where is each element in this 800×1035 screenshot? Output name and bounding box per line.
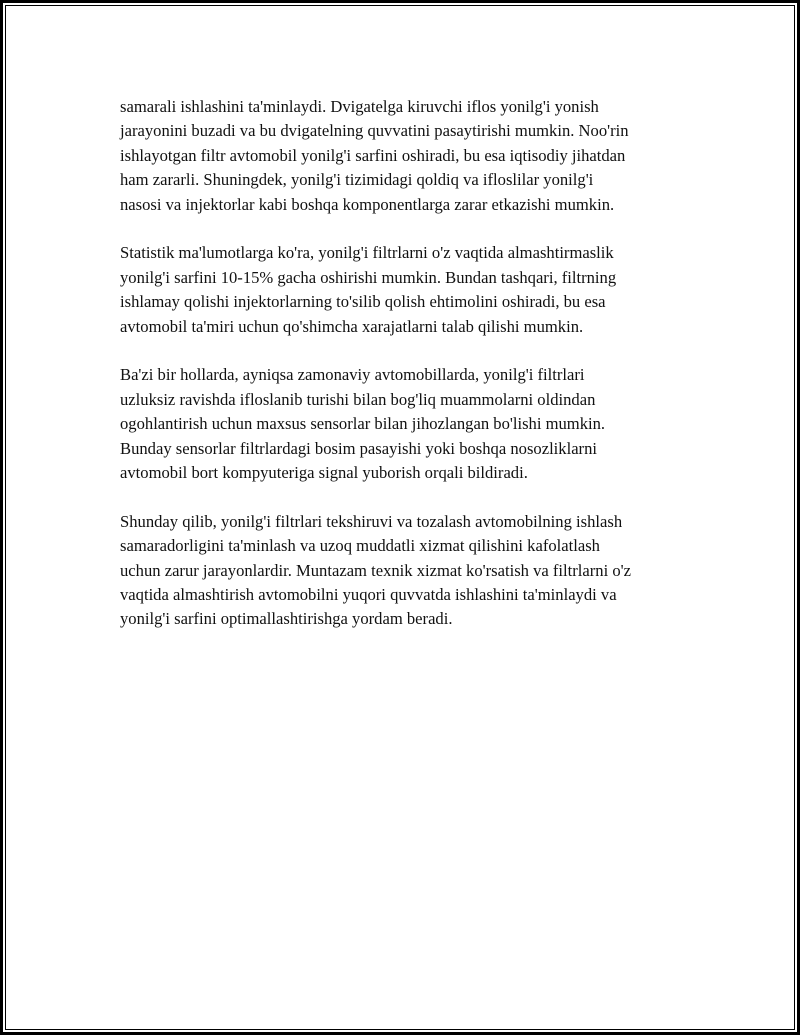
paragraph-line: yonilg'i sarfini 10-15% gacha oshirishi mumkin. Bundan tashqari, filtrning: [120, 267, 617, 287]
paragraph-line: ishlamay qolishi injektorlarning to'silib qolish ehtimolini oshiradi, bu esa: [120, 292, 606, 312]
paragraph-line: Bunday sensorlar filtrlardagi bosim pasayishi yoki boshqa nosozliklarni: [120, 438, 597, 458]
paragraph-1: [120, 95, 700, 217]
paragraph-line: uchun zarur jarayonlardir. Muntazam texnik xizmat ko'rsatish va filtrlarni o'z: [120, 560, 631, 580]
paragraph-3: [120, 363, 700, 485]
paragraph-line: yonilg'i sarfini optimallashtirishga yordam beradi.: [120, 609, 453, 629]
paragraph-line: ham zararli. Shuningdek, yonilg'i tizimidagi qoldiq va ifloslilar yonilg'i: [120, 170, 594, 190]
document-body: [120, 95, 700, 656]
paragraph-line: samaradorligini ta'minlash va uzoq muddatli xizmat qilishini kafolatlash: [120, 536, 600, 556]
paragraph-line: ogohlantirish uchun maxsus sensorlar bilan jihozlangan bo'lishi mumkin.: [120, 414, 606, 434]
paragraph-line: nasosi va injektorlar kabi boshqa komponentlarga zarar etkazishi mumkin.: [120, 194, 615, 214]
paragraph-line: ishlayotgan filtr avtomobil yonilg'i sarfini oshiradi, bu esa iqtisodiy jihatdan: [120, 145, 626, 165]
paragraph-2: [120, 241, 700, 339]
paragraph-line: samarali ishlashini ta'minlaydi. Dvigatelga kiruvchi iflos yonilg'i yonish: [120, 97, 599, 116]
paragraph-line: Ba'zi bir hollarda, ayniqsa zamonaviy avtomobillarda, yonilg'i filtrlari: [120, 365, 585, 385]
paragraph-line: vaqtida almashtirish avtomobilni yuqori quvvatda ishlashini ta'minlaydi va: [120, 585, 617, 605]
paragraph-line: jarayonini buzadi va bu dvigatelning quvvatini pasaytirishi mumkin. Noo'rin: [120, 121, 629, 141]
paragraph-line: Shunday qilib, yonilg'i filtrlari tekshiruvi va tozalash avtomobilning ishlash: [120, 511, 623, 531]
paragraph-4: [120, 510, 700, 632]
paragraph-line: Statistik ma'lumotlarga ko'ra, yonilg'i filtrlarni o'z vaqtida almashtirmaslik: [120, 243, 614, 263]
paragraph-line: uzluksiz ravishda ifloslanib turishi bilan bog'liq muammolarni oldindan: [120, 389, 596, 409]
paragraph-line: avtomobil bort kompyuteriga signal yuborish orqali bildiradi.: [120, 463, 528, 483]
paragraph-line: avtomobil ta'miri uchun qo'shimcha xarajatlarni talab qilishi mumkin.: [120, 316, 584, 336]
